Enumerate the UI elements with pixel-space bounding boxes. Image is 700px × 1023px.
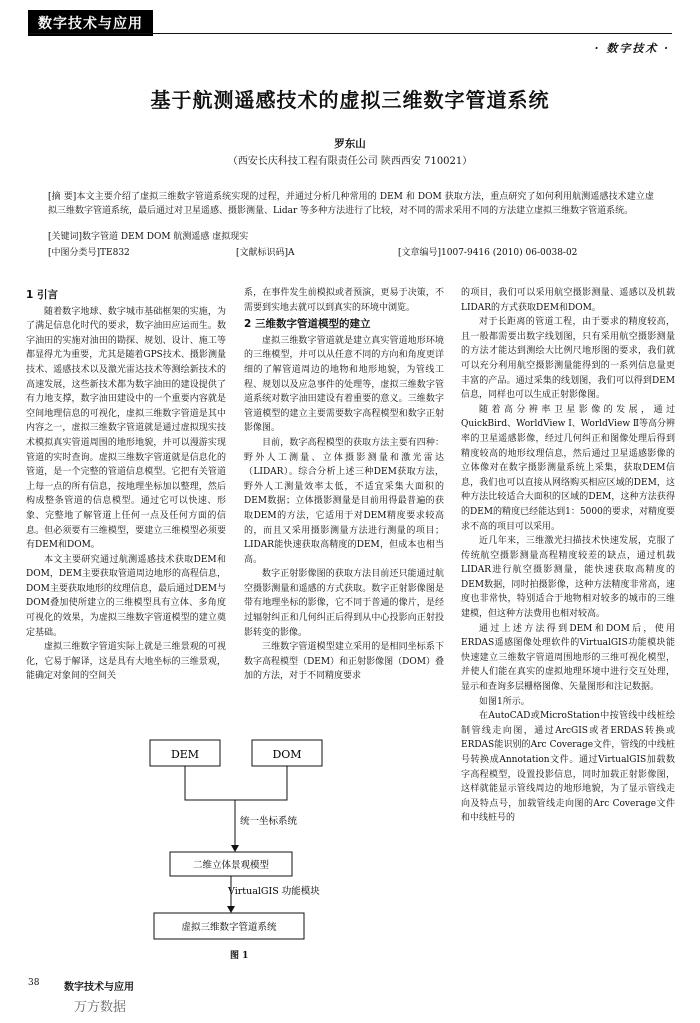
paragraph: 数字正射影像图的获取方法目前还只能通过航空摄影测量和遥感的方式获取。数字正射影像图是带有地理坐标的影像，它不同于普通的像片，是经过辐射纠正和几何纠正后得到从中心投影向正射投影转变的影像。 <box>244 569 444 638</box>
paragraph: 随着数字地球、数字城市基础框架的实施，为了满足信息化时代的要求，数字油田应运而生。数字油田的实施对油田的勘探、规划、设计、施工等都显得尤为重要，尤其是随着GPS技术、摄影测量技术、遥感技术以及激光雷达技术等测绘新技术的高速发展，这些新技术都为数字油田的建设提供了有力地支撑，数字油田建设中的一个重要内容就是空间地理信息的可视化，虚拟三维数字管道是其中内容之一，虚拟三维数字管道就是通过虚拟现实技术模拟真实管道周围的地形地貌，并可以漫游实现管道的实时查询。虚拟三维数字管道就是信息化的管道，是一个完整的管道信息模型。它把有关管道上每一点的所有信息，按地理坐标加以整理，然后构成整条管道的信息模型。通过它可以快速、形象、完整地了解管道上任何一点及任何方面的信息。但必须要有三维模型，要建立三维模型必须要有DEM和DOM。 <box>26 306 226 551</box>
arrow-head <box>231 845 239 852</box>
connector-line <box>185 766 235 800</box>
arrow-head <box>227 906 235 913</box>
page-number: 38 <box>28 978 40 988</box>
unified-coordinate-label: 统一坐标系统 <box>240 816 298 827</box>
clc-number: [中图分类号]TE832 <box>48 248 130 258</box>
figure-1-flowchart <box>140 738 440 943</box>
article-title: 基于航测遥感技术的虚拟三维数字管道系统 <box>150 88 550 112</box>
paragraph: 虚拟三维数字管道就是建立真实管道地形环境的三维模型，并可以从任意不同的方向和角度更详细的了解管道周边的地物和地形地貌，为管线工程、规划以及应急事件的处理等，虚拟三维数字管道系统对数字油田建设有着重要的意义。三维数字管道模型的建立主要需要数字高程模型和数字正射影像图。 <box>244 335 444 434</box>
paragraph: 三维数字管道模型建立采用的是相同坐标系下数字高程模型（DEM）和正射影像图（DOM）叠加的方法，对于不同精度要求 <box>244 642 444 682</box>
paragraph: 虚拟三维数字管道实际上就是三维景观的可视化，它易于解译，这是具有大地坐标的三维景观，能确定对象间的空间关 <box>26 642 226 682</box>
dem-box-label: DEM <box>170 748 200 761</box>
abstract: [摘 要]本文主要介绍了虚拟三维数字管道系统实现的过程，并通过分析几种常用的 DEM 和 DOM 获取方法，重点研究了如何利用航测遥感技术建立虚拟三维数字管道系统，最后通过对卫星遥感、摄影测量、Lidar 等多种方法进行了比较，对不同的需求采用不同的方法建立虚拟三维数字管道系统。 <box>48 192 654 216</box>
dom-box-label: DOM <box>272 748 302 761</box>
system-box-label: 虚拟三维数字管道系统 <box>181 922 277 933</box>
paragraph: 对于长距离的管道工程，由于要求的精度较高，且一般都需要出数字线划图，只有采用航空摄影测量的方法才能达到测绘大比例尺地形图的要求，我们就可以充分利用航空摄影测量能得到的一系列信息量更丰富的产品。通过采集的线划图，我们可以得到DEM信息，同样也可以生成正射影像图。 <box>461 317 675 401</box>
footer-journal-name: 数字技术与应用 <box>64 982 134 993</box>
paragraph: 如图1所示。 <box>479 696 530 707</box>
column-1 <box>26 286 226 684</box>
paragraph: 通过上述方法得到DEM和DOM后，使用ERDAS遥感图像处理软件的VirtualGIS功能模块能快速建立三维数字管道周围地形的三维可视化模型，并使人们能在真实的虚拟地理环境中进行交互处理，显示和查询多层栅格图像、矢量图形和注记数据。 <box>461 623 675 693</box>
section-heading-intro: 1 引言 <box>26 289 58 301</box>
virtualgis-module-label: VirtualGIS 功能模块 <box>228 886 320 897</box>
author: 罗东山 <box>334 138 366 150</box>
figure-caption: 图 1 <box>230 951 249 961</box>
section-heading-model: 2 三维数字管道模型的建立 <box>244 318 371 331</box>
model-box-label: 二维立体景观模型 <box>192 860 270 871</box>
paragraph: 随着高分辨率卫星影像的发展，通过QuickBird、WorldView Ⅰ、WorldView Ⅱ等高分辨率的卫星遥感影像，经过几何纠正和图像处理后得到精度较高的地形纹理信息，然后通过卫星遥感影像的立体像对在数字摄影测量系统上采集，获取DEM信息，我们也可以直接从网络购买相应区域的DEM，这种方法比较适合大面积的区域的DEM，这种方法获得的DEM的精度已经能达到1：5000的要求，对精度要求不高的项目可以采用。 <box>461 404 675 532</box>
paragraph: 的项目，我们可以采用航空摄影测量、遥感以及机载LIDAR的方式获取DEM和DOM。 <box>461 288 675 313</box>
paragraph: 在AutoCAD或MicroStation中按管线中线桩绘制管线走向图，通过ArcGIS或者ERDAS转换或ERDAS能识别的Arc Coverage文件，管线的中线桩号转换成Annotation文件。通过VirtualGIS加载数字高程模型，设置投影信息，同时加载正射影像图，这样就能显示管线周边的地形地貌，为了显示管线走向及特点号，加载管线走向图的Arc Coverage文件和中线桩号的 <box>461 711 675 824</box>
paragraph: 近几年来，三维激光扫描技术快速发展，克服了传统航空摄影测量高程精度较差的缺点，通过机载LIDAR进行航空摄影测量，能快速获取高精度的DEM数据，同时拍摄影像，这种方法精度非常高，速度也非常快，特别适合于地物相对较多的城市的三维建模，但这种方法费用也相对较高。 <box>461 536 675 620</box>
section-label: · 数字技术 · <box>594 42 670 55</box>
paragraph: 目前，数字高程模型的获取方法主要有四种：野外人工测量、立体摄影测量和激光雷达（LIDAR）。综合分析上述三种DEM获取方法，野外人工测量效率太低，不适宜采集大面积的DEM数据；立体摄影测量是目前用得最普遍的获取DEM的方法，它适用于对DEM精度要求较高的，而且又采用摄影测量方法进行测量的项目；LIDAR能快速获取高精度的DEM，但成本也相当高。 <box>244 437 444 565</box>
column-3 <box>461 286 675 826</box>
watermark: 万方数据 <box>74 1000 127 1015</box>
paragraph: 本文主要研究通过航测遥感技术获取DEM和DOM，DEM主要获取管道周边地形的高程信息，DOM主要获取地形的纹理信息，最后通过DEM与DOM叠加使所建立的三维模型具有立体、多角度可视化的效果，为虚拟三维数字管道模型的建立奠定基础。 <box>26 554 226 638</box>
column-2 <box>244 286 444 684</box>
paragraph: 系，在事件发生前模拟或者预演，更易于决策，不需要到实地去就可以到真实的环境中浏览。 <box>244 288 444 313</box>
connector-line <box>235 766 287 800</box>
affiliation: （西安长庆科技工程有限责任公司 陕西西安 710021） <box>227 156 473 167</box>
keywords: [关键词]数字管道 DEM DOM 航测遥感 虚拟现实 <box>48 232 249 242</box>
article-number: [文章编号]1007-9416 (2010) 06-0038-02 <box>398 248 578 258</box>
journal-header-tag: 数字技术与应用 <box>28 10 153 36</box>
header-rule <box>28 33 672 34</box>
document-code: [文献标识码]A <box>236 248 295 258</box>
